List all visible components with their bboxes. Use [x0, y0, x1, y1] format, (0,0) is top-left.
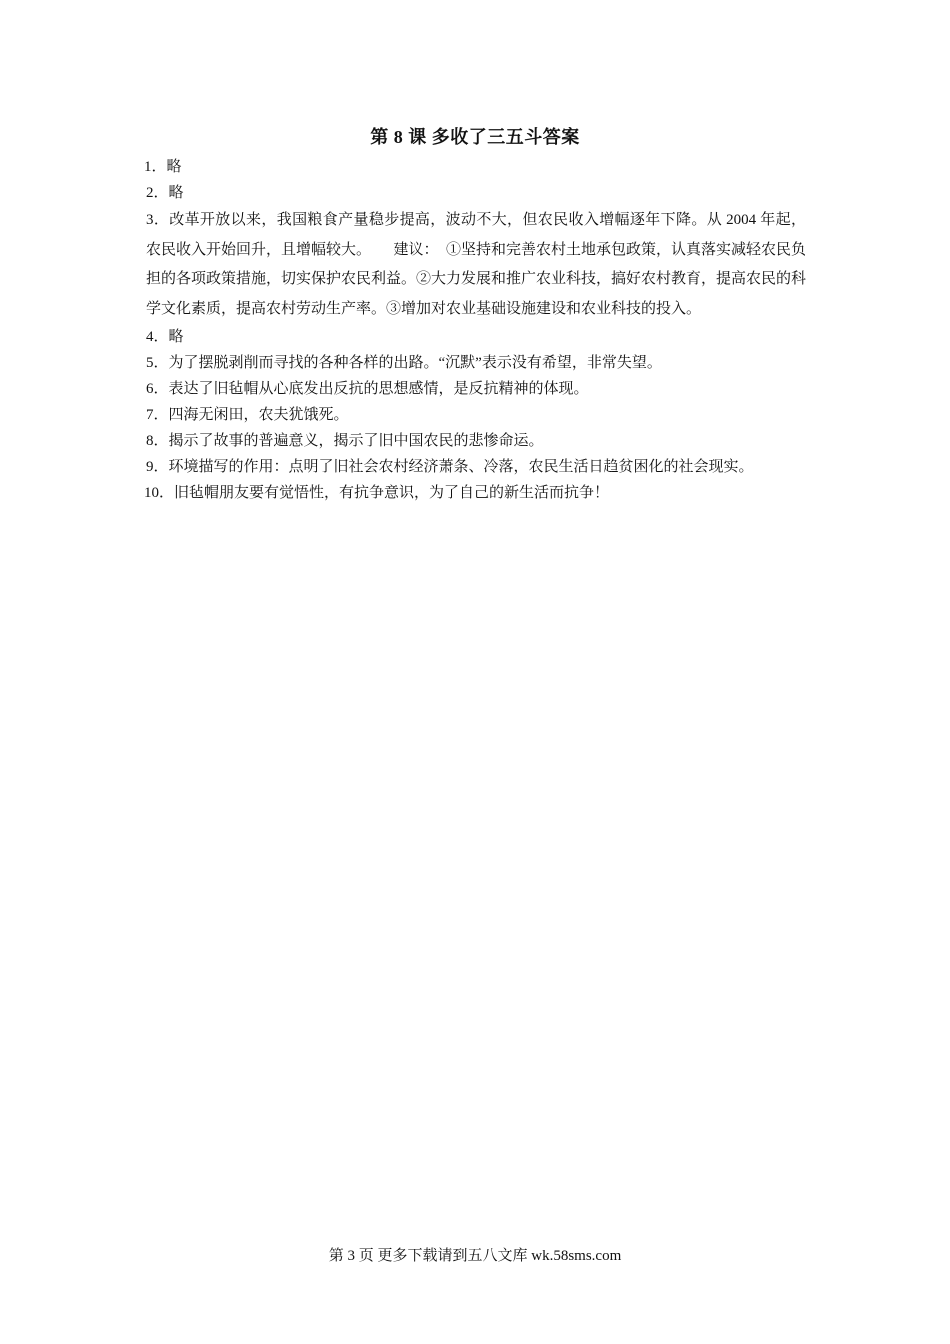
answer-item-10	[144, 480, 806, 506]
answer-number: 1．	[144, 159, 167, 175]
answer-text: 为了摆脱剥削而寻找的各种各样的出路。“沉默”表示没有希望，非常失望。	[168, 355, 662, 371]
answer-item-2	[144, 180, 806, 206]
answer-text: 表达了旧毡帽从心底发出反抗的思想感情，是反抗精神的体现。	[168, 381, 589, 397]
answer-text: 旧毡帽朋友要有觉悟性，有抗争意识，为了自己的新生活而抗争！	[174, 485, 610, 501]
answer-number: 2．	[146, 185, 169, 201]
answer-number: 5．	[146, 355, 169, 371]
answer-text: 略	[168, 185, 184, 201]
answer-number: 8．	[146, 433, 169, 449]
answer-text: 四海无闲田，农夫犹饿死。	[168, 407, 349, 423]
answer-number: 4．	[146, 329, 169, 345]
answer-number: 3．	[146, 212, 170, 228]
answer-item-6	[144, 376, 806, 402]
answer-list	[144, 154, 806, 506]
answer-text: 略	[166, 159, 182, 175]
answer-text: 环境描写的作用：点明了旧社会农村经济萧条、冷落，农民生活日趋贫困化的社会现实。	[168, 459, 754, 475]
answer-item-8	[144, 428, 806, 454]
answer-number: 6．	[146, 381, 169, 397]
answer-number: 10．	[144, 485, 175, 501]
answer-item-7	[144, 402, 806, 428]
document-title: 第 8 课 多收了三五斗答案	[370, 127, 580, 147]
answer-item-3	[144, 206, 806, 324]
answer-item-9	[144, 454, 806, 480]
answer-item-4	[144, 324, 806, 350]
answer-text: 揭示了故事的普遍意义，揭示了旧中国农民的悲惨命运。	[168, 433, 544, 449]
answer-text: 改革开放以来，我国粮食产量稳步提高，波动不大，但农民收入增幅逐年下降。从 2004 年起，农民收入开始回升，且增幅较大。 建议： ①坚持和完善农村土地承包政策，认真落实减轻农民负担的各项政策措施，切实保护农民利益。②大力发展和推广农业科技，搞好农村教育，提高农民的科学文化素质，提高农村劳动生产率。③增加对农业基础设施建设和农业科技的投入。	[146, 212, 807, 317]
answer-number: 9．	[146, 459, 169, 475]
answer-text: 略	[168, 329, 184, 345]
answer-item-5	[144, 350, 806, 376]
answer-item-1	[144, 154, 806, 180]
page-footer: 第 3 页 更多下载请到五八文库 wk.58sms.com	[328, 1248, 622, 1264]
answer-number: 7．	[146, 407, 169, 423]
